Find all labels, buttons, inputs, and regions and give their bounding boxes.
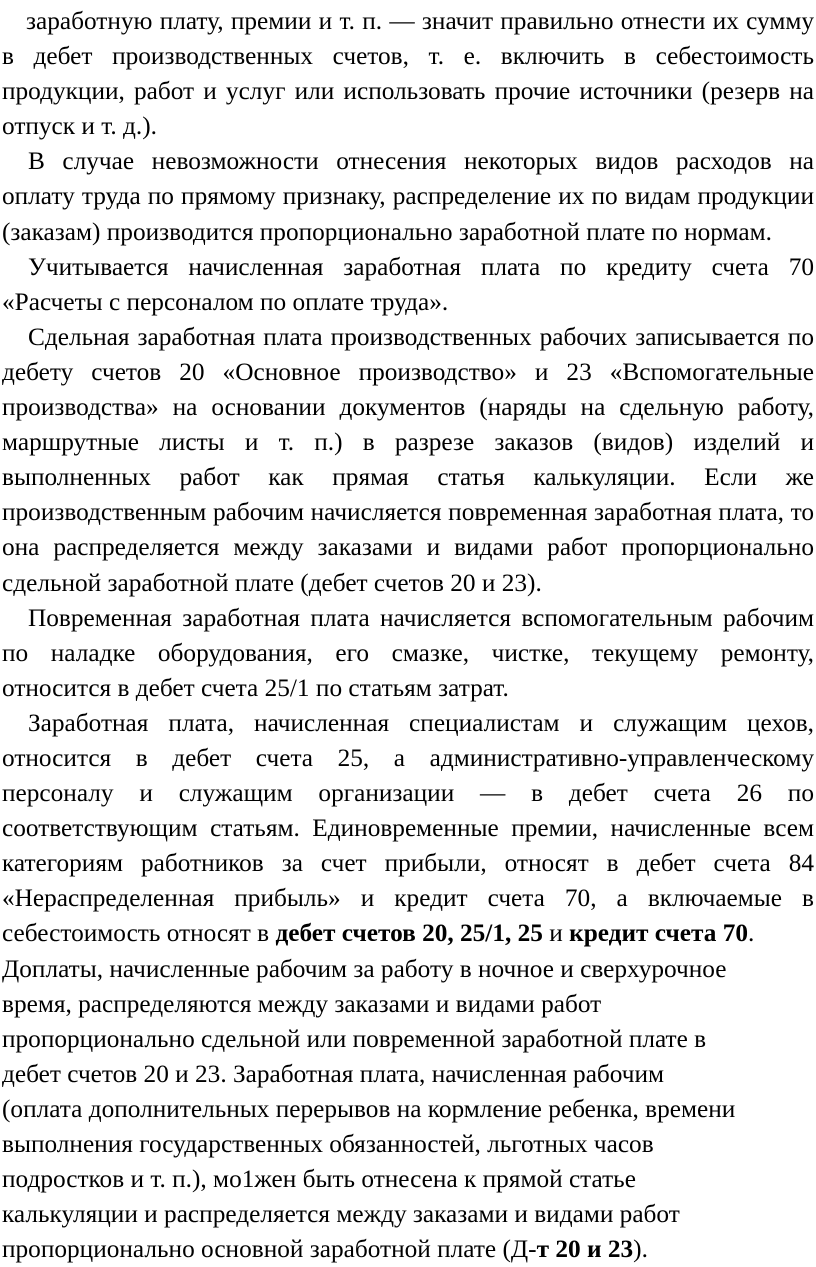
paragraph-6 bbox=[2, 706, 814, 952]
paragraph-7 bbox=[2, 952, 814, 1267]
paragraph-4: Сдельная заработная плата производственных рабочих записывается по дебету счетов 20 «Основное производство» и 23 «Вспомогательные производства» на основании документов (наряды на сдельную работу, маршрутные листы и т. п.) в разрезе заказов (видов) изделий и выполненных работ как прямая статья калькуляции. Если же производственным рабочим начисляется повременная заработная плата, то она распределяется между заказами и видами работ пропорционально сдельной заработной плате (дебет счетов 20 и 23). bbox=[2, 322, 814, 597]
paragraph-7-end: ). bbox=[633, 1235, 648, 1264]
paragraph-6-bold-debit: дебет счетов 20, 25/1, 25 bbox=[275, 919, 543, 948]
paragraph-5: Повременная заработная плата начисляется вспомогательным рабочим по наладке оборудования, его смазке, чистке, текущему ремонту, относится в дебет счета 25/1 по статьям затрат. bbox=[2, 603, 814, 702]
paragraph-7-text: Доплаты, начисленные рабочим за работу в ночное и сверхурочное время, распределяются между заказами и видами работ пропорционально сдельной или повременной заработной плате в дебет счетов 20 и 23. Заработная плата, начисленная рабочим (оплата дополнительных перерывов на кормление ребенка, времени выполнения государственных обязанностей, льготных часов подростков и т. п.), мо1жен быть отнесена к прямой статье калькуляции и распределяется между заказами и видами работ пропорционально основной заработной плате (Д- bbox=[2, 954, 736, 1264]
paragraph-7-bold: т 20 и 23 bbox=[536, 1235, 634, 1264]
paragraph-6-end: . bbox=[748, 919, 755, 948]
paragraph-2: В случае невозможности отнесения некоторых видов расходов на оплату труда по прямому признаку, распределение их по видам продукции (заказам) производится пропорционально заработной плате по нормам. bbox=[2, 147, 814, 246]
paragraph-6-bold-credit: кредит счета 70 bbox=[569, 919, 749, 948]
paragraph-1: заработную плату, премии и т. п. — значит правильно отнести их сумму в дебет производственных счетов, т. е. включить в себестоимость продукции, работ и услуг или использовать прочие источники (резерв на отпуск и т. д.). bbox=[2, 7, 814, 141]
paragraph-6-text: Заработная плата, начисленная специалистам и служащим цехов, относится в дебет счета 25, а административно-управленческому персоналу и служащим организации — в дебет счета 26 по соответствующим статьям. Единовременные премии, начисленные всем категориям работников за счет прибыли, относят в дебет счета 84 «Нераспределенная прибыль» и кредит счета 70, а включаемые в себестоимость относят в bbox=[2, 708, 814, 948]
paragraph-3: Учитывается начисленная заработная плата по кредиту счета 70 «Расчеты с персоналом по оплате труда». bbox=[2, 252, 814, 316]
paragraph-6-mid: и bbox=[542, 919, 570, 948]
